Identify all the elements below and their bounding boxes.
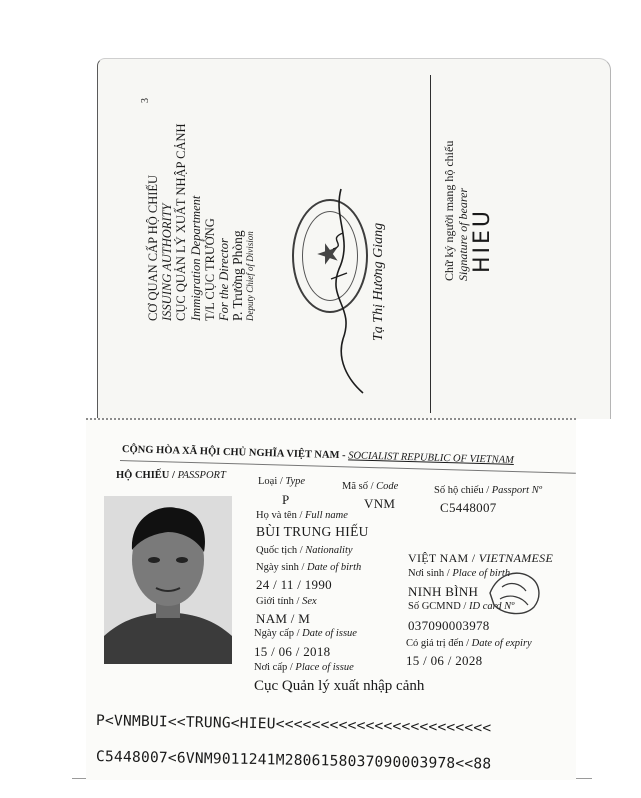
document-title-vi: HỘ CHIẾU / [116,470,178,481]
mrz-line-1: P<VNMBUI<<TRUNG<HIEU<<<<<<<<<<<<<<<<<<<<<<<< [95,712,492,737]
signer-name: Tạ Thị Hương Giang [371,222,386,341]
date-of-birth-value: 24 / 11 / 1990 [256,577,332,592]
place-of-issue-label: Nơi cấp / Place of issue [254,662,354,673]
sex-value: NAM / M [256,611,311,626]
bearer-signature-labels [442,141,470,281]
nationality-value: VIỆT NAM / VIETNAMESE [408,551,554,565]
portrait-image [104,496,232,664]
full-name-value: BÙI TRUNG HIẾU [256,524,369,539]
bearer-signature-label-vi: Chữ ký người mang hộ chiếu [442,140,456,281]
authority-line-8: Deputy Chief of Division [245,231,256,321]
place-of-birth-label: Nơi sinh / Place of birth [408,568,511,579]
page-divider-line [430,75,431,413]
document-title [116,470,226,481]
star-icon: ★ [313,241,345,267]
passport-number-value: C5448007 [440,500,497,515]
dove-watermark-icon [484,563,546,619]
republic-en: SOCIALIST REPUBLIC OF VIETNAM [348,450,515,466]
authority-line-6: For the Director [217,238,232,321]
issuing-authority-block [146,123,255,321]
authority-page [97,58,611,419]
bearer-signature-label-en: Signature of bearer [456,187,471,281]
type-value: P [282,492,290,507]
authority-line-3: CỤC QUẢN LÝ XUẤT NHẬP CẢNH [174,123,189,321]
authority-line-5: T/L CỤC TRƯỞNG [202,218,217,321]
date-of-issue-value: 15 / 06 / 2018 [254,644,331,659]
republic-vi: CỘNG HÒA XÃ HỘI CHỦ NGHĨA VIỆT NAM - [121,444,349,462]
date-of-issue-label: Ngày cấp / Date of issue [254,628,357,639]
document-title-en: PASSPORT [177,470,226,481]
code-label: Mã số / Code [342,481,399,492]
sex-label: Giới tính / Sex [256,596,317,607]
date-of-expiry-value: 15 / 06 / 2028 [406,653,483,668]
date-of-birth-label: Ngày sinh / Date of birth [256,562,362,573]
authority-line-2: ISSUING AUTHORITY [160,203,175,321]
passport-number-label: Số hộ chiếu / Passport Nº [434,485,542,496]
authority-line-4: Immigration Department [188,195,203,321]
date-of-expiry-label: Có giá trị đến / Date of expiry [406,638,532,649]
authority-line-7: P. Trưởng Phòng [230,230,246,321]
mrz-line-2: C5448007<6VNM9011241M2806158037090003978<<88 [95,748,492,773]
bearer-signature: HIEU [470,207,495,273]
place-of-birth-value: NINH BÌNH [408,584,479,599]
place-of-issue-value: Cục Quản lý xuất nhập cảnh [254,678,425,694]
signer-name-block [372,223,386,341]
nationality-label: Quốc tịch / Nationality [256,545,353,556]
page-number: 3 [140,98,151,103]
authority-line-1: CƠ QUAN CẤP HỘ CHIẾU [146,174,160,321]
id-card-value: 037090003978 [408,618,490,633]
holder-photo [104,496,232,664]
type-label: Loại / Type [258,476,306,487]
full-name-label: Họ và tên / Full name [256,510,348,521]
id-card-label: Số GCMND / ID card Nº [408,601,515,612]
code-value: VNM [364,496,396,511]
